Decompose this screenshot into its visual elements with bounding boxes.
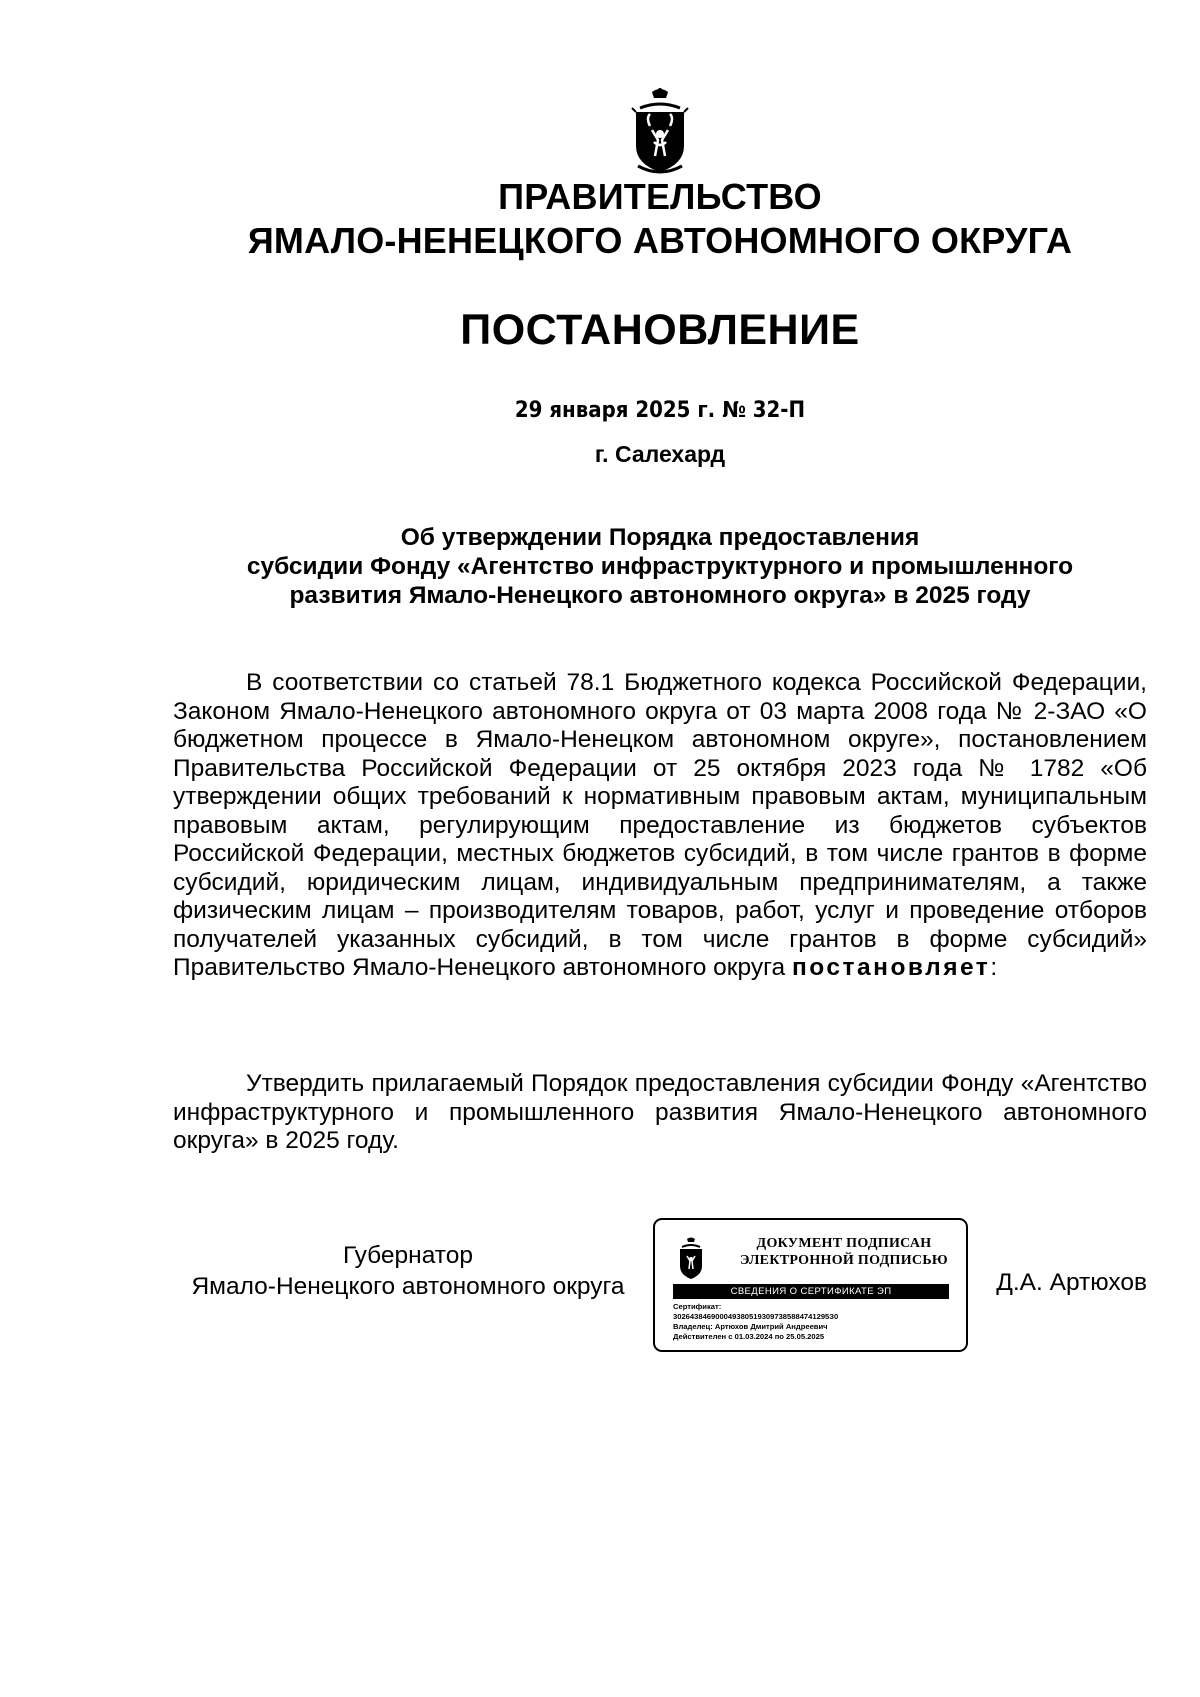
subject-line: субсидии Фонду «Агентство инфраструктурного и промышленного (246, 553, 1074, 580)
body-paragraph-2: Утвердить прилагаемый Порядок предоставления субсидии Фонду «Агентство инфраструктурного и промышленного развития Ямало-Ненецкого автономного округа» в 2025 году. (173, 1070, 1147, 1154)
certificate-info-bar: СВЕДЕНИЯ О СЕРТИФИКАТЕ ЭП (673, 1284, 949, 1299)
stamp-title-line: ЭЛЕКТРОННОЙ ПОДПИСЬЮ (740, 1253, 948, 1268)
organization-name-line1: ПРАВИТЕЛЬСТВО (498, 176, 822, 217)
stamp-title-line: ДОКУМЕНТ ПОДПИСАН (756, 1236, 932, 1251)
certificate-label: Сертификат: (673, 1302, 722, 1311)
subject-line: Об утверждении Порядка предоставления (400, 524, 920, 551)
stamp-title (731, 1235, 957, 1269)
signatory-name: Д.А. Артюхов (996, 1269, 1147, 1296)
certificate-validity: Действителен с 01.03.2024 по 25.05.2025 (673, 1332, 825, 1341)
document-subject (200, 523, 1120, 610)
signatory-title-line: Ямало-Ненецкого автономного округа (191, 1273, 625, 1300)
document-city: г. Салехард (594, 441, 726, 467)
electronic-signature-stamp (653, 1218, 968, 1352)
decree-word: постановляет (791, 954, 991, 981)
document-date-number: 29 января 2025 г. № 32-П (514, 398, 806, 423)
signatory-title-line: Губернатор (343, 1242, 473, 1269)
decree-colon: : (990, 954, 998, 981)
preamble-text: В соответствии со статьей 78.1 Бюджетного кодекса Российской Федерации, Законом Ямало-Ненецкого автономного округа от 03 марта 2008 года № 2-ЗАО «О бюджетном процессе в Ямало-Ненецком автономном округе», постановлением Правительства Российской Федерации от 25 октября 2023 года № 1782 «Об утверждении общих требований к нормативным правовым актам, муниципальным правовым актам, регулирующим предоставление из бюджетов субъектов Российской Федерации, местных бюджетов субсидий, в том числе грантов в форме субсидий, юридическим лицам, индивидуальным предпринимателям, а также физическим лицам – производителям товаров, работ, услуг и проведение отборов получателей указанных субсидий, в том числе грантов в форме субсидий» Правительство Ямало-Ненецкого автономного округа (173, 669, 1147, 981)
certificate-number: 3026438469000493805193097385884741295З0 (673, 1312, 839, 1321)
certificate-owner: Владелец: Артюхов Дмитрий Андреевич (673, 1322, 828, 1331)
body-paragraph-1 (173, 669, 1147, 983)
document-type: ПОСТАНОВЛЕНИЕ (460, 306, 860, 354)
subject-line: развития Ямало-Ненецкого автономного округа» в 2025 году (289, 582, 1031, 609)
stamp-coat-of-arms-icon (677, 1236, 705, 1282)
signatory-title (173, 1240, 643, 1302)
coat-of-arms-icon (630, 86, 690, 178)
organization-name-line2: ЯМАЛО-НЕНЕЦКОГО АВТОНОМНОГО ОКРУГА (247, 220, 1073, 261)
